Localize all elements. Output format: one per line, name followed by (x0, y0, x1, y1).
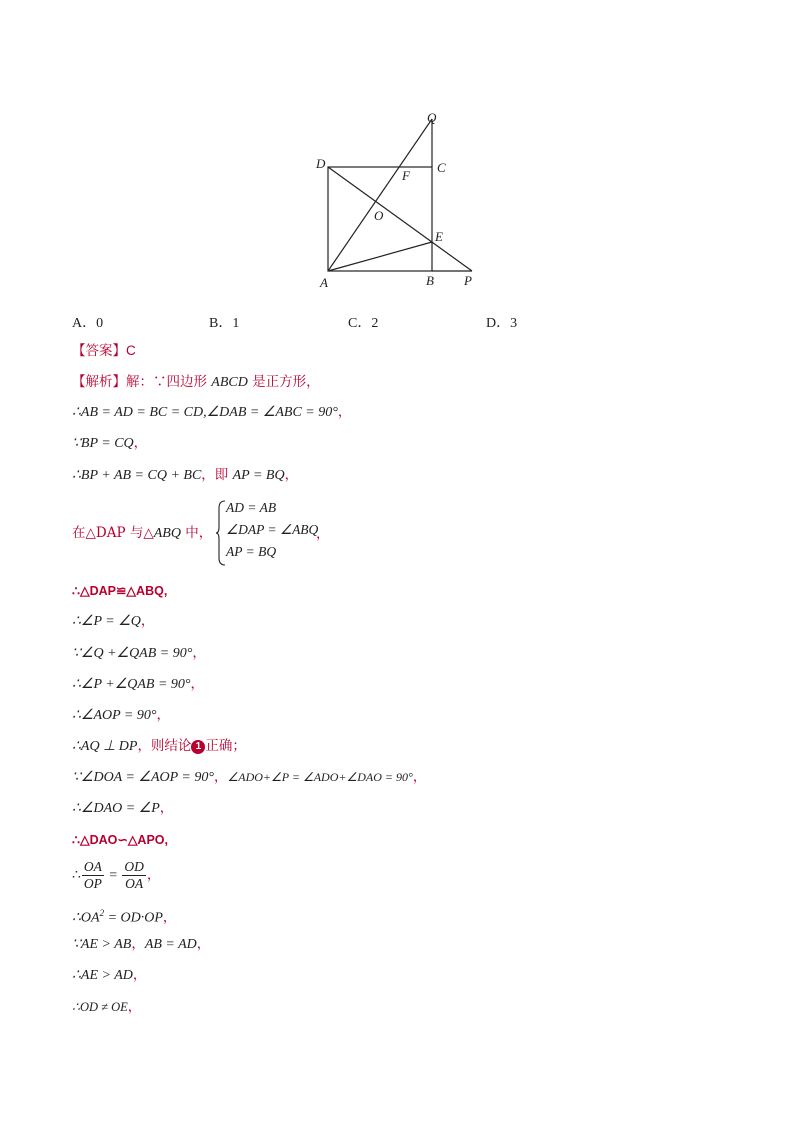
label-e: E (435, 229, 443, 244)
left-brace-icon (216, 500, 226, 566)
analysis-intro-end: 是正方形， (247, 374, 320, 390)
step-10 (72, 737, 246, 756)
fraction-od-oa (122, 859, 146, 892)
system-end: ， (316, 526, 330, 542)
analysis-label: 【解析】 (72, 374, 126, 390)
analysis-intro-math: ABCD (211, 375, 248, 390)
fraction-2-denominator: OA (125, 876, 144, 891)
step-13: ∴△DAO∽△APO, (72, 833, 168, 847)
fraction-2-numerator: OD (124, 859, 144, 874)
choice-d: D．3 (486, 316, 518, 331)
step-5: ∴△DAP≌△ABQ, (72, 584, 168, 598)
step-6 (72, 612, 154, 631)
step-4-mid: 中， (180, 525, 213, 541)
step-6-end: ， (140, 613, 155, 629)
label-o: O (374, 208, 384, 223)
step-18-math: ∴OD ≠ OE (72, 1000, 128, 1014)
segment-dp (328, 167, 472, 271)
step-14-end: ， (146, 867, 161, 883)
label-q: Q (427, 110, 437, 125)
step-2 (72, 434, 147, 453)
fraction-1-numerator: OA (83, 859, 102, 874)
step-11 (72, 768, 426, 787)
step-12-math: ∴∠DAO = ∠P (72, 801, 160, 816)
step-9-end: ， (156, 707, 170, 723)
label-d: D (316, 156, 326, 171)
step-1-math: ∴AB = AD = BC = CD,∠DAB = ∠ABC = 90° (72, 405, 338, 420)
step-8-end: ， (190, 676, 205, 692)
step-14-pre: ∴ (72, 868, 81, 883)
label-a: A (320, 275, 328, 290)
square-diagram (300, 104, 500, 299)
step-14-eq: = (104, 868, 122, 883)
step-15-math-b: = OD·OP (104, 910, 163, 926)
answer-label: 【答案】 (72, 343, 126, 359)
choice-a: A．0 (72, 316, 104, 331)
step-7-math: ∵∠Q +∠QAB = 90° (72, 646, 193, 661)
answer-value: C (126, 343, 136, 358)
step-16-end: ， (196, 936, 211, 952)
step-18-end: ， (127, 999, 142, 1015)
step-16-mid: ， (131, 936, 145, 952)
step-4 (72, 524, 212, 543)
analysis-intro-text: 解：∵四边形 (126, 374, 212, 390)
step-11-math-b: ∠ADO+∠P = ∠ADO+∠DAO = 90° (227, 770, 413, 784)
step-8 (72, 675, 204, 694)
step-11-math: ∵∠DOA = ∠AOP = 90° (72, 770, 214, 785)
step-17-math: ∴AE > AD (72, 968, 133, 983)
step-18 (72, 998, 141, 1016)
step-16 (72, 935, 210, 954)
label-f: F (402, 168, 410, 183)
step-6-math: ∴∠P = ∠Q (72, 614, 141, 629)
geometry-figure (300, 104, 500, 299)
system-line-1: AD = AB (226, 500, 277, 515)
system-line-3: AP = BQ (226, 544, 277, 559)
choice-b: B．1 (209, 316, 240, 331)
step-12 (72, 799, 173, 818)
step-15-sup: 2 (99, 908, 105, 918)
step-16-math: ∵AE > AB (72, 937, 132, 952)
step-17-end: ， (132, 967, 147, 983)
fraction-oa-op (82, 859, 104, 892)
equation-system (216, 500, 336, 566)
label-p: P (464, 273, 472, 288)
step-3-end: ， (284, 467, 299, 483)
segment-ae (328, 242, 432, 271)
step-16-math-b: AB = AD (144, 937, 197, 952)
step-3-mid: ，即 (201, 467, 233, 483)
choice-c: C．2 (348, 316, 379, 331)
step-3 (72, 466, 298, 485)
step-9-math: ∴∠AOP = 90° (72, 708, 157, 723)
step-7 (72, 644, 206, 663)
step-3-math: ∴BP + AB = CQ + BC (72, 468, 202, 483)
step-1 (72, 403, 351, 422)
step-7-end: ， (192, 645, 206, 661)
label-b: B (426, 273, 434, 288)
step-15 (72, 904, 176, 928)
answer-choices (72, 312, 732, 332)
answer-line (72, 342, 136, 360)
step-11-mid: ， (213, 769, 228, 785)
step-14 (72, 857, 160, 894)
step-2-math: ∵BP = CQ (72, 436, 134, 451)
step-12-end: ， (159, 800, 174, 816)
segment-aq (328, 119, 432, 271)
step-4-pre: 在△DAP 与△ (72, 525, 154, 541)
step-4-math: ABQ (153, 526, 181, 541)
step-8-math: ∴∠P +∠QAB = 90° (72, 677, 191, 692)
step-15-end: ， (162, 909, 177, 926)
fraction-1-denominator: OP (83, 876, 102, 891)
system-line-2: ∠DAP = ∠ABQ (226, 522, 319, 537)
step-11-end: ， (412, 769, 427, 785)
step-17 (72, 966, 146, 985)
step-10-math: ∴AQ ⊥ DP (72, 739, 138, 754)
analysis-intro (72, 373, 320, 392)
step-3-math-b: AP = BQ (232, 468, 285, 483)
step-2-end: ， (133, 435, 148, 451)
step-10-end: 正确； (205, 738, 246, 754)
circled-number-icon: 1 (191, 740, 205, 754)
step-10-mid: ，则结论 (137, 738, 192, 754)
label-c: C (437, 160, 446, 175)
step-9 (72, 706, 170, 725)
step-15-math-a: ∴OA (72, 910, 100, 926)
step-1-end: ， (337, 404, 352, 420)
